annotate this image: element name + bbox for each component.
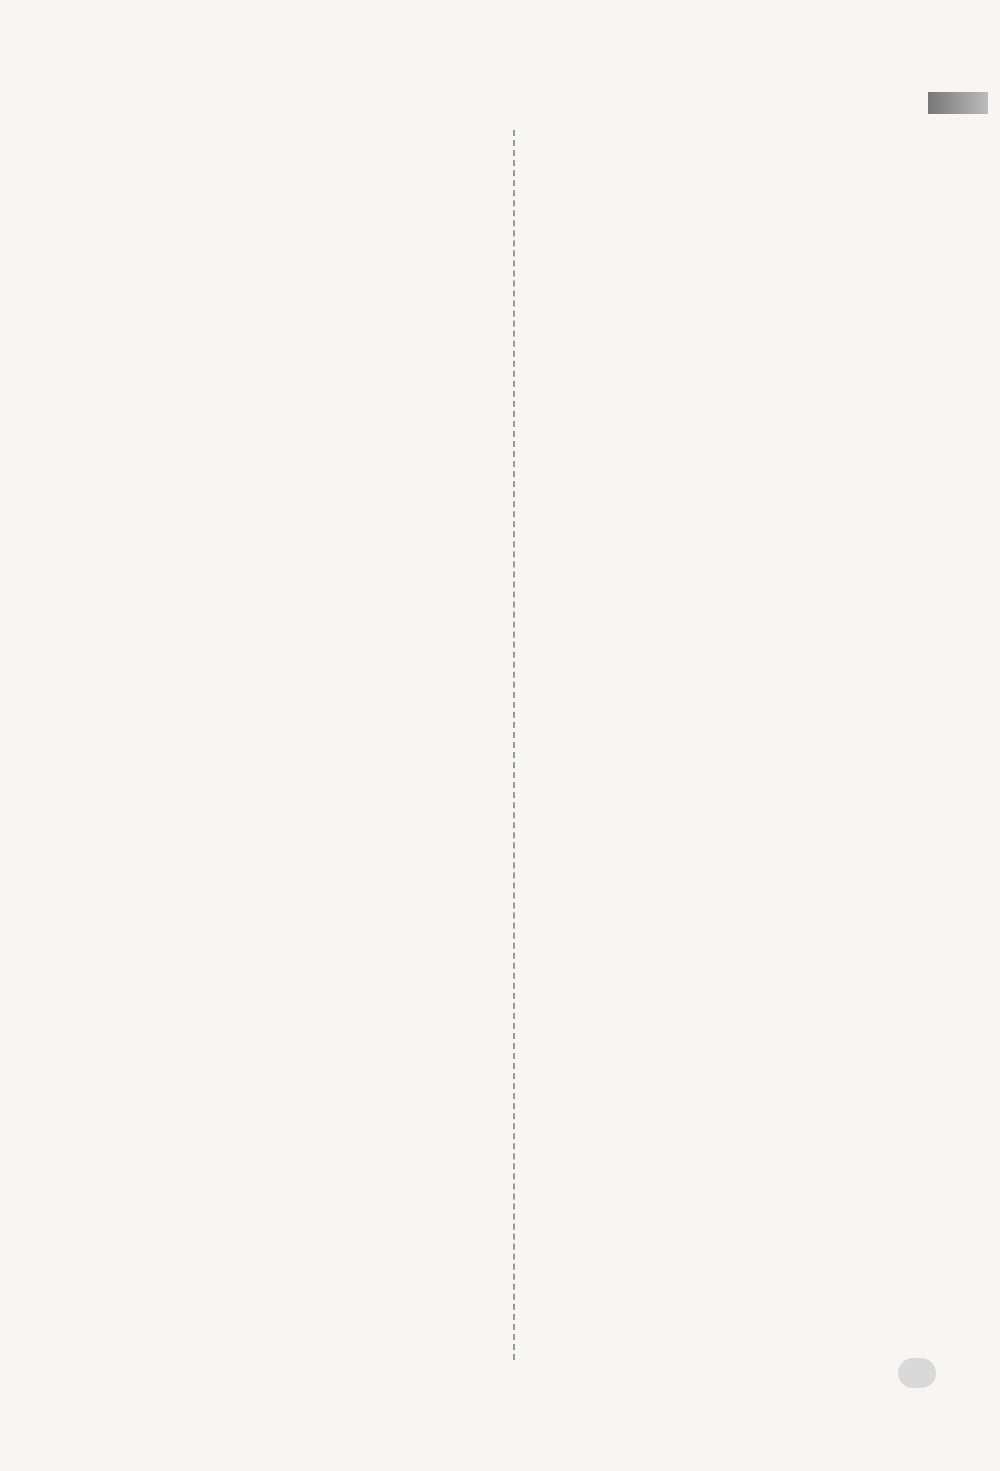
- column-divider: [513, 130, 515, 1360]
- page-number: [898, 1358, 936, 1388]
- brand-bar: [928, 92, 988, 114]
- right-column: [535, 118, 935, 132]
- left-column: [88, 118, 493, 124]
